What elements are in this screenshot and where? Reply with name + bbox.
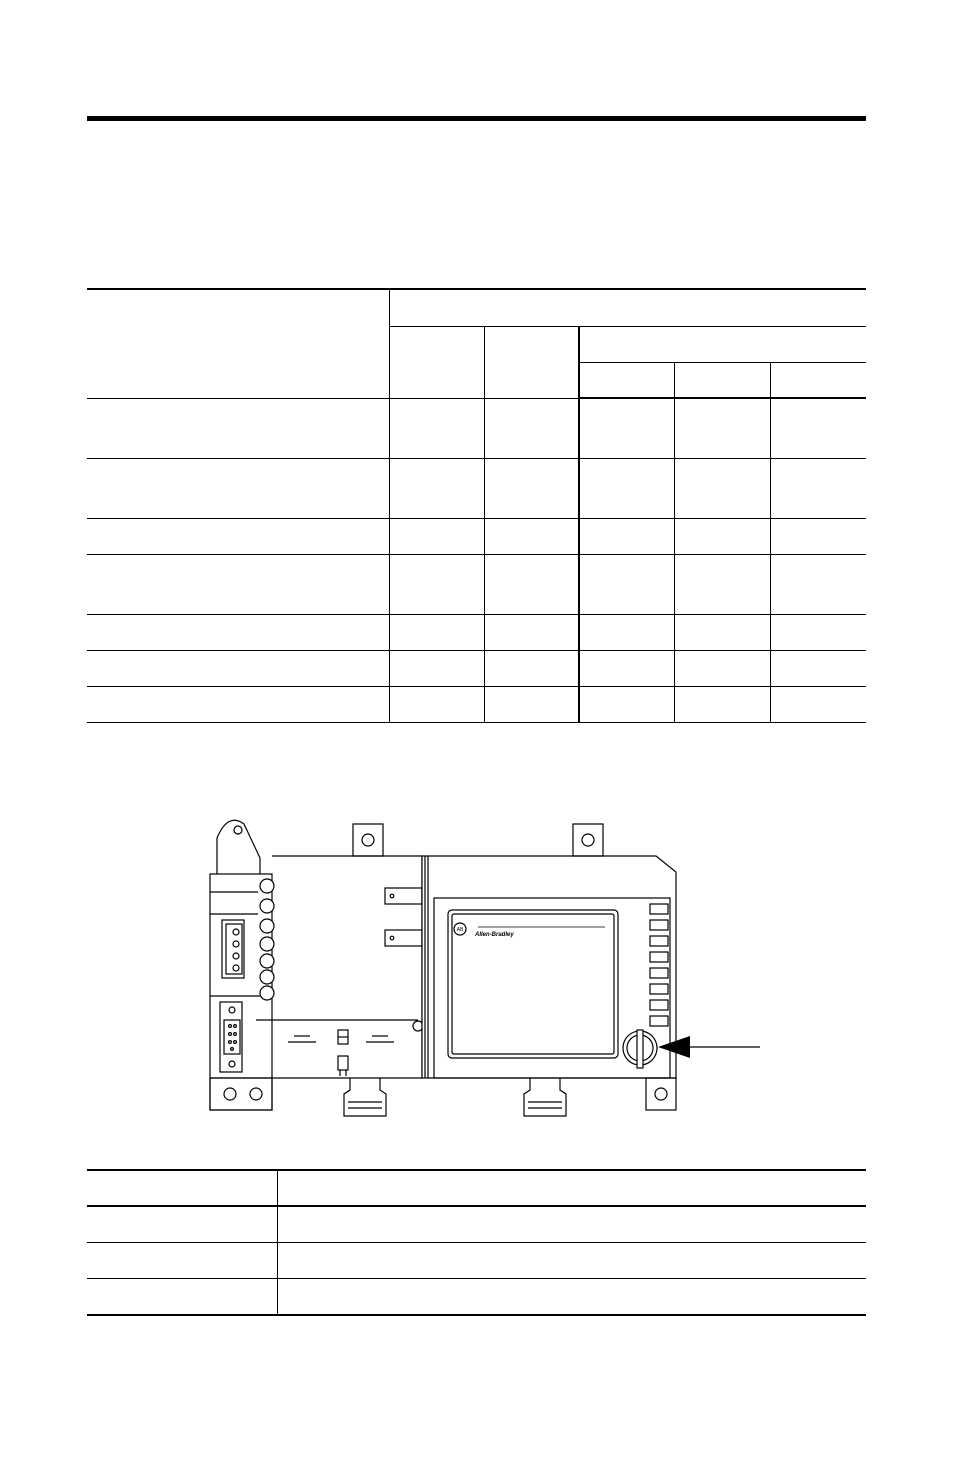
ab-logo: AB	[456, 927, 464, 933]
spec-table	[87, 288, 866, 723]
table-row	[87, 614, 866, 650]
table-row	[87, 1279, 866, 1316]
table-row	[87, 518, 866, 554]
table-row	[87, 650, 866, 686]
spec-header-cell	[579, 326, 866, 362]
brand-label: Allen-Bradley	[475, 932, 514, 938]
description-table	[87, 1169, 866, 1316]
table-row	[87, 1243, 866, 1279]
table-row	[87, 686, 866, 722]
header-rule	[87, 116, 866, 121]
table-row	[87, 458, 866, 518]
description-header-cell	[87, 1170, 277, 1206]
spec-header-cell	[484, 326, 579, 398]
controller-illustration	[200, 810, 780, 1130]
spec-header-cell	[87, 289, 389, 398]
spec-header-cell	[770, 362, 866, 398]
spec-header-cell	[389, 326, 484, 398]
description-header-cell	[277, 1170, 866, 1206]
spec-header-cell	[674, 362, 770, 398]
spec-header-cell	[389, 289, 866, 326]
table-row	[87, 398, 866, 458]
table-row	[87, 1206, 866, 1243]
table-row	[87, 554, 866, 614]
spec-header-cell	[579, 362, 674, 398]
